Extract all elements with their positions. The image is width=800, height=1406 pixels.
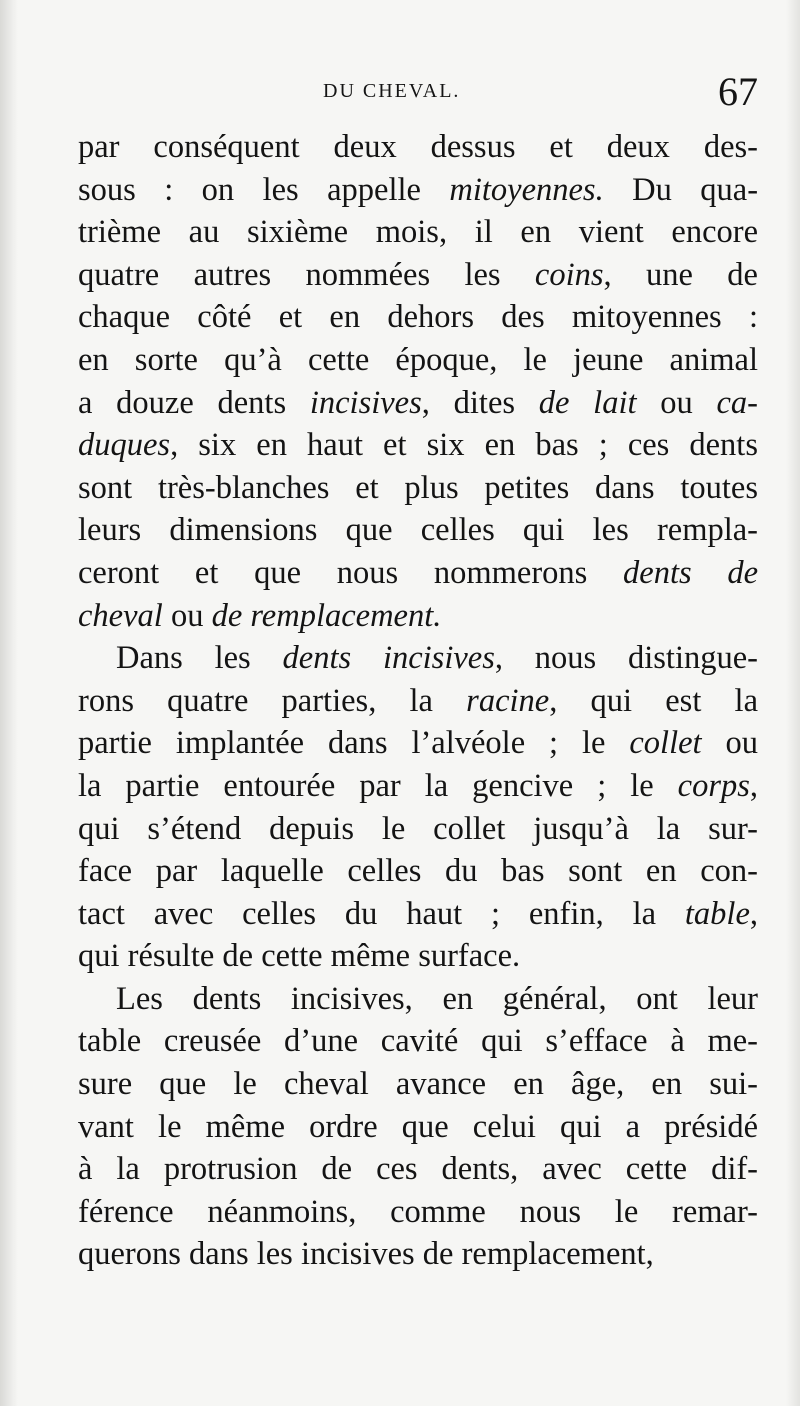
text-run: face par laquelle celles du bas sont en con-: [78, 853, 758, 890]
text-run: ou: [162, 597, 212, 634]
page-binding-shadow: [0, 0, 18, 1406]
text-line: [78, 765, 758, 808]
text-line: [78, 1191, 758, 1234]
text-run: leurs dimensions que celles qui les rempla-: [78, 512, 758, 549]
text-run: qui résulte de cette même surface.: [78, 938, 521, 975]
text-run: , qui est la: [549, 682, 758, 719]
text-line: [78, 424, 758, 467]
text-run: sont très-blanches et plus petites dans toutes: [78, 469, 758, 506]
text-line: [78, 339, 758, 382]
page-edge-shadow: [786, 0, 800, 1406]
text-run: qui s’étend depuis le collet jusqu’à la sur-: [78, 810, 758, 847]
text-line: [78, 808, 758, 851]
text-run: ca-: [716, 384, 758, 421]
text-run: en sorte qu’à cette époque, le jeune animal: [78, 341, 758, 378]
text-run: coins: [534, 256, 604, 293]
text-line: [78, 382, 758, 425]
text-run: Du qua-: [603, 171, 759, 208]
text-run: ou: [636, 384, 717, 421]
text-run: querons dans les incisives de remplacement,: [78, 1236, 654, 1273]
text-line: [78, 509, 758, 552]
text-line: [78, 935, 758, 978]
text-run: ,: [749, 767, 758, 804]
text-run: ,: [749, 895, 758, 932]
text-run: la partie entourée par la gencive ; le: [78, 767, 678, 804]
text-line: [78, 296, 758, 339]
text-run: corps: [677, 767, 750, 804]
text-line: [78, 169, 758, 212]
text-run: rons quatre parties, la: [78, 682, 467, 719]
body-text: [78, 126, 758, 1276]
text-line: [78, 893, 758, 936]
text-line: [78, 722, 758, 765]
text-run: vant le même ordre que celui qui a présidé: [78, 1108, 758, 1145]
text-run: incisives: [309, 384, 422, 421]
page-header: [78, 68, 758, 128]
text-run: sure que le cheval avance en âge, en sui-: [78, 1066, 758, 1103]
text-run: , nous distingue-: [494, 640, 758, 677]
text-run: racine: [466, 682, 550, 719]
text-run: de lait: [538, 384, 637, 421]
running-title: DU CHEVAL.: [323, 80, 461, 102]
text-line: [78, 1148, 758, 1191]
text-run: , dites: [421, 384, 539, 421]
text-run: férence néanmoins, comme nous le remar-: [78, 1193, 758, 1230]
text-line: [78, 211, 758, 254]
text-run: tact avec celles du haut ; enfin, la: [78, 895, 685, 932]
text-line: [78, 1020, 758, 1063]
text-run: mitoyennes.: [449, 171, 604, 208]
text-line: [78, 637, 758, 680]
page-number: 67: [718, 69, 758, 114]
text-line: [78, 552, 758, 595]
text-line: [78, 126, 758, 169]
text-line: [78, 254, 758, 297]
text-line: [78, 850, 758, 893]
text-run: dents de: [623, 554, 759, 591]
text-run: , une de: [603, 256, 758, 293]
text-run: cheval: [78, 597, 163, 634]
text-run: duques: [78, 427, 171, 464]
text-run: Les dents incisives, en général, ont leur: [116, 980, 758, 1017]
text-line: [78, 467, 758, 510]
text-run: partie implantée dans l’alvéole ; le: [78, 725, 630, 762]
text-run: collet: [629, 725, 702, 762]
text-line: [78, 1063, 758, 1106]
text-line: [78, 680, 758, 723]
text-run: ou: [701, 725, 758, 762]
text-run: à la protrusion de ces dents, avec cette dif-: [78, 1151, 758, 1188]
text-line: [78, 1106, 758, 1149]
text-run: de remplacement.: [211, 597, 442, 634]
text-run: , six en haut et six en bas ; ces dents: [170, 427, 758, 464]
text-run: Dans les: [116, 640, 283, 677]
text-line: [78, 1233, 758, 1276]
text-run: ceront et que nous nommerons: [78, 554, 624, 591]
text-run: chaque côté et en dehors des mitoyennes :: [78, 299, 758, 336]
text-run: table creusée d’une cavité qui s’efface à me-: [78, 1023, 758, 1060]
text-run: par conséquent deux dessus et deux des-: [78, 129, 758, 165]
text-run: sous : on les appelle: [78, 171, 450, 208]
text-run: table: [684, 895, 750, 932]
text-line: [78, 595, 758, 638]
text-line: [78, 978, 758, 1021]
text-run: trième au sixième mois, il en vient encore: [78, 214, 758, 251]
text-run: a douze dents: [78, 384, 310, 421]
text-run: dents incisives: [282, 640, 495, 677]
text-run: quatre autres nommées les: [78, 256, 535, 293]
